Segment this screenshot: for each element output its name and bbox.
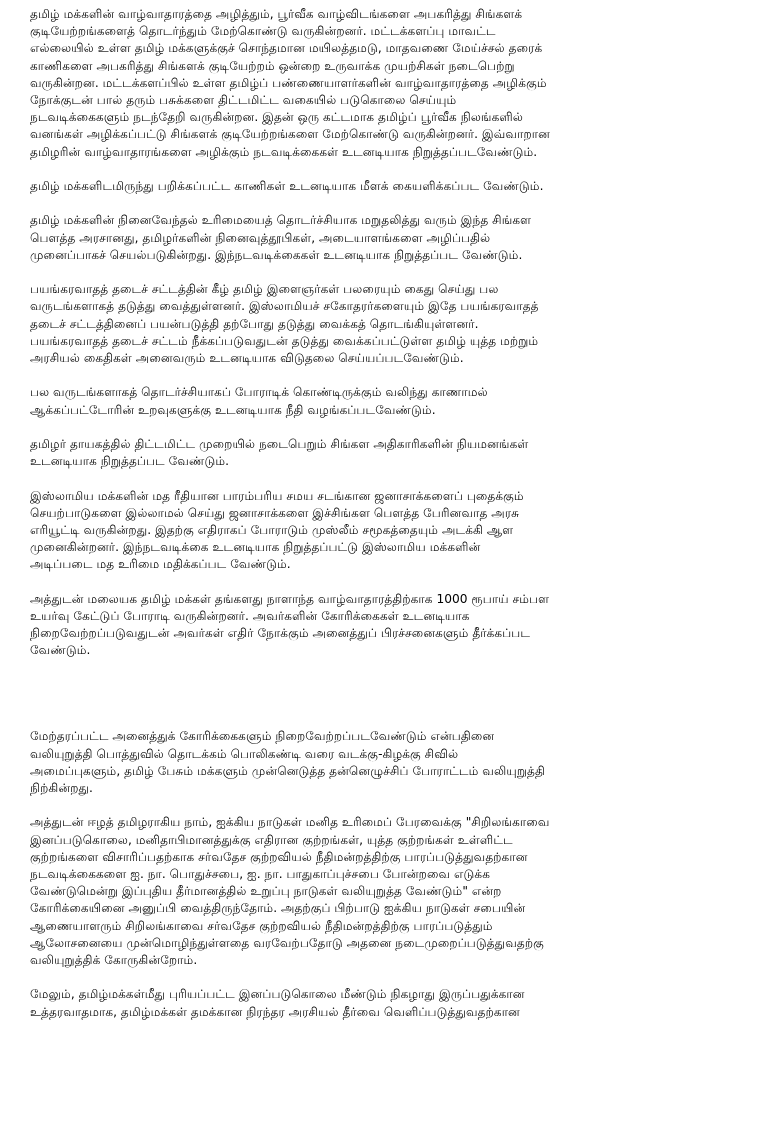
text-line: வலியுறுத்திக் கோருகின்றோம். xyxy=(30,953,198,968)
paragraph xyxy=(30,986,752,1020)
text-line: நடவடிக்கைகளை ஐ. நா. பொதுச்சபை, ஐ. நா. பாதுகாப்புச்சபை போன்றவை எடுக்க xyxy=(30,867,491,881)
text-line: அமைப்புகளும், தமிழ் பேசும் மக்களும் முன்னெடுத்த தன்னெழுச்சிப் போராட்டம் வலியுறுத்தி xyxy=(30,763,545,778)
document-body-top xyxy=(30,6,752,660)
document-body-bottom xyxy=(30,728,752,1020)
paragraph xyxy=(30,591,752,660)
text-line: வருகின்றன. மட்டக்களப்பில் உள்ள தமிழ்ப் பண்ணையாளர்களின் வாழ்வாதாரத்தை அழிக்கும் xyxy=(30,75,547,90)
text-line: ஆணையாளரும் சிறிலங்காவை சர்வதேச குற்றவியல் நீதிமன்றத்திற்கு பாரப்படுத்தும் xyxy=(30,918,493,933)
paragraph xyxy=(30,488,752,574)
text-line: உடனடியாக நிறுத்தப்பட வேண்டும். xyxy=(30,454,230,469)
text-line: இஸ்லாமிய மக்களின் மத ரீதியான பாரம்பரிய சமய சடங்கான ஜனாசாக்களைப் புதைக்கும் xyxy=(30,488,524,503)
text-line: அத்துடன் மலையக தமிழ் மக்கள் தங்களது நாளாந்த வாழ்வாதாரத்திற்காக 1000 ரூபாய் சம்பள xyxy=(30,591,550,606)
text-line: தமிழ் மக்களின் வாழ்வாதாரத்தை அழித்தும், பூர்வீக வாழ்விடங்களை அபகரித்து சிங்களக் xyxy=(30,7,523,21)
text-line: கோரிக்கையினை அனுப்பி வைத்திருந்தோம். அதற்குப் பிற்பாடு ஐக்கிய நாடுகள் சபையின் xyxy=(30,901,526,916)
text-line: எரியூட்டி வருகின்றது. இதற்கு எதிராகப் போராடும் முஸ்லீம் சமூகத்தையும் அடக்கி ஆள xyxy=(30,523,514,537)
paragraph xyxy=(30,178,752,195)
text-line: நடவடிக்கைகளும் நடந்தேறி வருகின்றன. இதன் ஒரு கட்டமாக தமிழ்ப் பூர்வீக நிலங்களில் xyxy=(30,110,523,125)
text-line: தடைச் சட்டத்தினைப் பயன்படுத்தி தற்போது தடுத்து வைக்கத் தொடங்கியுள்ளனர். xyxy=(30,316,479,331)
text-line: ஆலோசனையை முன்மொழிந்துள்ளதை வரவேற்பதோடு அதனை நடைமுறைப்படுத்துவதற்கு xyxy=(30,935,544,950)
text-line: பௌத்த அரசானது, தமிழர்களின் நினைவுத்தூபிகள், அடையாளங்களை அழிப்பதில் xyxy=(30,230,491,245)
text-line: உத்தரவாதமாக, தமிழ்மக்கள் தமக்கான நிரந்தர அரசியல் தீர்வை வெளிப்படுத்துவதற்கான xyxy=(30,1004,520,1019)
paragraph xyxy=(30,384,752,418)
text-line: முனைப்பாகச் செயல்படுகின்றது. இந்நடவடிக்கைகள் உடனடியாக நிறுத்தப்பட வேண்டும். xyxy=(30,247,523,262)
text-line: மேலும், தமிழ்மக்கள்மீது புரியப்பட்ட இனப்படுகொலை மீண்டும் நிகழாது இருப்பதுக்கான xyxy=(30,987,525,1002)
text-line: வேண்டுமென்று இப்புதிய தீர்மானத்தில் உறுப்பு நாடுகள் வலியுறுத்த வேண்டும்" என்ற xyxy=(30,884,502,899)
text-line: அடிப்படை மத உரிமை மதிக்கப்பட வேண்டும். xyxy=(30,557,291,572)
text-line: தமிழ் மக்களிடமிருந்து பறிக்கப்பட்ட காணிகள் உடனடியாக மீளக் கையளிக்கப்பட வேண்டும். xyxy=(30,179,544,194)
text-line: குடியேற்றங்களைத் தொடர்ந்தும் மேற்கொண்டு வருகின்றனர். மட்டக்களப்பு மாவட்ட xyxy=(30,24,496,39)
text-line: வனங்கள் அழிக்கப்பட்டு சிங்களக் குடியேற்றங்களை மேற்கொண்டு வருகின்றனர். இவ்வாறான xyxy=(30,127,550,142)
text-line: ஆக்கப்பட்டோரின் உறவுகளுக்கு உடனடியாக நீதி வழங்கப்படவேண்டும். xyxy=(30,402,436,417)
text-line: முனைகின்றனர். இந்நடவடிக்கை உடனடியாக நிறுத்தப்பட்டு இஸ்லாமிய மக்களின் xyxy=(30,540,481,555)
text-line: அரசியல் கைதிகள் அனைவரும் உடனடியாக விடுதலை செய்யப்படவேண்டும். xyxy=(30,351,464,366)
text-line: உயர்வு கேட்டுப் போராடி வருகின்றனர். அவர்களின் கோரிக்கைகள் உடனடியாக xyxy=(30,609,470,623)
section-gap xyxy=(30,677,752,729)
paragraph xyxy=(30,436,752,470)
text-line: இனப்படுகொலை, மனிதாபிமானத்துக்கு எதிரான குற்றங்கள், யுத்த குற்றங்கள் உள்ளிட்ட xyxy=(30,832,513,847)
text-line: பல வருடங்களாகத் தொடர்ச்சியாகப் போராடிக் கொண்டிருக்கும் வலிந்து காணாமல் xyxy=(30,385,488,400)
text-line: செயற்பாடுகளை இல்லாமல் செய்து ஜனாசாக்களை இச்சிங்கள பௌத்த பேரினவாத அரசு xyxy=(30,505,520,520)
text-line: குற்றங்களை விசாரிப்பதற்காக சர்வதேச குற்றவியல் நீதிமன்றத்திற்கு பாரப்படுத்துவதற்கான xyxy=(30,849,528,864)
text-line: நோக்குடன் பால் தரும் பசுக்களை திட்டமிட்ட வகையில் படுகொலை செய்யும் xyxy=(30,93,457,108)
paragraph xyxy=(30,814,752,969)
text-line: பயங்கரவாதத் தடைச் சட்டம் நீக்கப்படுவதுடன் தடுத்து வைக்கப்பட்டுள்ள தமிழ் யுத்த மற்றும் xyxy=(30,333,539,348)
paragraph xyxy=(30,6,752,161)
text-line: அத்துடன் ஈழத் தமிழராகிய நாம், ஐக்கிய நாடுகள் மனித உரிமைப் பேரவைக்கு "சிறிலங்காவை xyxy=(30,815,550,830)
paragraph xyxy=(30,212,752,264)
text-line: வலியுறுத்தி பொத்துவில் தொடக்கம் பொலிகண்டி வரை வடக்கு-கிழக்கு சிவில் xyxy=(30,746,459,761)
text-line: காணிகளை அபகரித்து சிங்களக் குடியேற்றம் ஒன்றை உருவாக்க முயற்சிகள் நடைபெற்று xyxy=(30,58,515,73)
text-line: மேற்தரப்பட்ட அனைத்துக் கோரிக்கைகளும் நிறைவேற்றப்படவேண்டும் என்பதினை xyxy=(30,729,495,744)
text-line: தமிழர் தாயகத்தில் திட்டமிட்ட முறையில் நடைபெறும் சிங்கள அதிகாரிகளின் நியமனங்கள் xyxy=(30,437,529,451)
paragraph xyxy=(30,281,752,367)
text-line: நிற்கின்றது. xyxy=(30,781,93,795)
text-line: தமிழ் மக்களின் நினைவேந்தல் உரிமையைத் தொடர்ச்சியாக மறுதலித்து வரும் இந்த சிங்கள xyxy=(30,213,532,228)
document-page xyxy=(30,6,752,1038)
text-line: வேண்டும். xyxy=(30,643,91,658)
text-line: தமிழரின் வாழ்வாதாரங்களை அழிக்கும் நடவடிக்கைகள் உடனடியாக நிறுத்தப்படவேண்டும். xyxy=(30,144,538,159)
text-line: வருடங்களாகத் தடுத்து வைத்துள்ளனர். இஸ்லாமியச் சகோதரர்களையும் இதே பயங்கரவாதத் xyxy=(30,299,539,314)
text-line: பயங்கரவாதத் தடைச் சட்டத்தின் கீழ் தமிழ் இளைஞர்கள் பலரையும் கைது செய்து பல xyxy=(30,282,499,297)
text-line: நிறைவேற்றப்படுவதுடன் அவர்கள் எதிர் நோக்கும் அனைத்துப் பிரச்சனைகளும் தீர்க்கப்பட xyxy=(30,626,531,641)
text-line: எல்லையில் உள்ள தமிழ் மக்களுக்குச் சொந்தமான மயிலத்தமடு, மாதவணை மேய்ச்சல் தரைக் xyxy=(30,41,543,56)
paragraph xyxy=(30,728,752,797)
